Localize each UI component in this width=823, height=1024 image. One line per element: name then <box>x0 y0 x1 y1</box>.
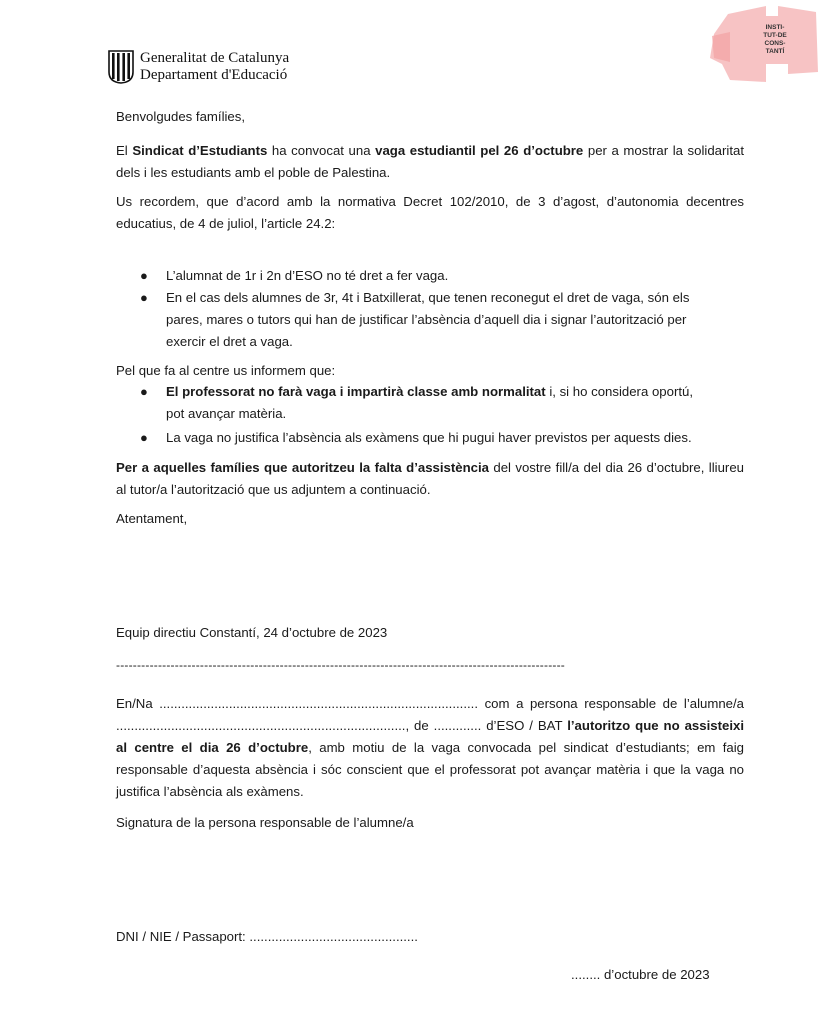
school-logo-line: TUT-DE <box>763 32 787 39</box>
centre-info-list <box>136 381 711 449</box>
signature-label: Signatura de la persona responsable de l’alumne/a <box>116 815 414 830</box>
generalitat-name: Generalitat de Catalunya <box>140 50 290 66</box>
signoff: Equip directiu Constantí, 24 d’octubre de 2023 <box>116 625 388 640</box>
list-item: ● La vaga no justifica l’absència als exàmens que hi pugui haver previstos per aquests dies. <box>140 430 692 445</box>
regulation-paragraph: Us recordem, que d’acord amb la normativa Decret 102/2010, de 3 d’agost, d’autonomia decentres educatius, de 4 de juliol, l’article 24.2: <box>116 194 744 231</box>
list-item: ● L’alumnat de 1r i 2n d’ESO no té dret a fer vaga. <box>140 268 449 283</box>
greeting: Benvolgudes famílies, <box>116 109 246 124</box>
date-line: ........ d’octubre de 2023 <box>571 967 710 982</box>
school-logo-line: INSTI- <box>765 24 785 31</box>
list-item: ● En el cas dels alumnes de 3r, 4t i Batxillerat, que tenen reconegut el dret de vaga, són els pares, mares o tutors qui han de justificar l’absència d’aquell dia i signar l’autorització per exercir el dret a vaga. <box>140 290 690 349</box>
dni-field: DNI / NIE / Passaport: .............................................. <box>116 929 418 944</box>
school-logo-line: CONS- <box>764 40 786 47</box>
authorization-paragraph: Per a aquelles famílies que autoritzeu la falta d’assistència del vostre fill/a del dia 26 d’octubre, lliureu al tutor/a l’autorització que us adjuntem a continuació. <box>116 460 744 497</box>
rights-list <box>136 265 711 353</box>
school-logo <box>708 2 820 88</box>
authorization-form-text: En/Na ....................................................................................... com a persona responsable de l’alumne/a ..............................................................................., de ............. d’ESO / BAT l’autoritzo que no assisteixi al centre el dia 26 d’octubre, amb motiu de la vaga convocada pel sindicat d’estudiants; em faig responsable d’aquesta absència i sóc conscient que el professorat pot avançar matèria i que la vaga no justifica l’absència als exàmens. <box>116 696 745 799</box>
department-name: Departament d'Educació <box>140 67 288 83</box>
centre-info-heading: Pel que fa al centre us informem que: <box>116 363 336 378</box>
closing: Atentament, <box>116 511 188 526</box>
intro-paragraph: El Sindicat d’Estudiants ha convocat una vaga estudiantil pel 26 d’octubre per a mostrar la solidaritat dels i les estudiants amb el poble de Palestina. <box>116 143 744 180</box>
generalitat-logo <box>108 50 308 86</box>
cut-line: ----------------------------------------------------------------------------------------------------------- <box>116 658 565 672</box>
school-logo-line: TANTÍ <box>765 48 785 55</box>
generalitat-emblem-icon <box>108 50 134 84</box>
list-item: ● El professorat no farà vaga i impartirà classe amb normalitat i, si ho considera oportú, pot avançar matèria. <box>140 384 693 421</box>
